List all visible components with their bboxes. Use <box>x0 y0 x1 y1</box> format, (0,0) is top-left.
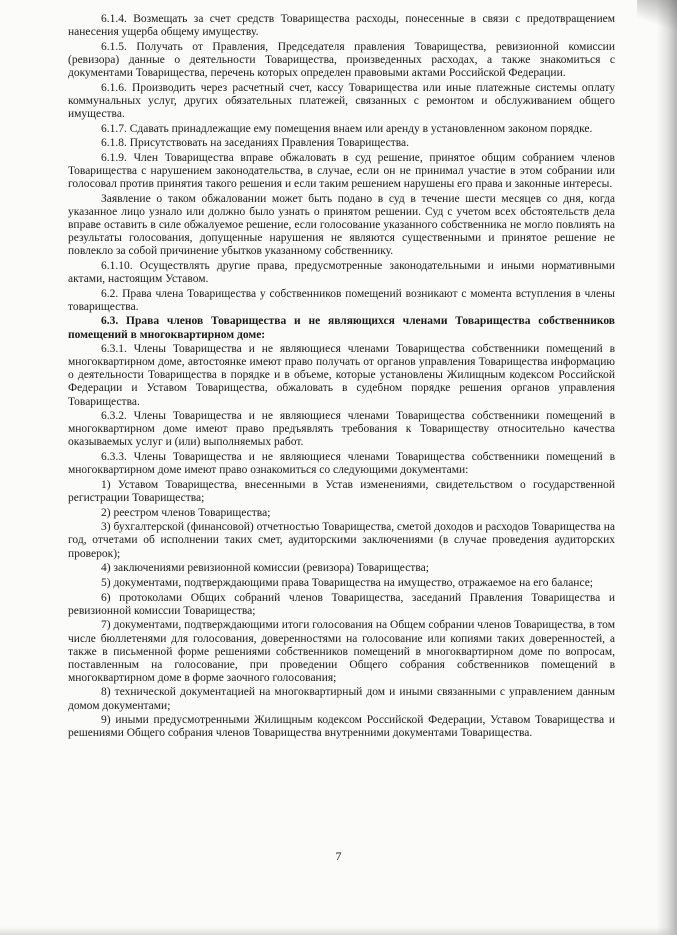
clause-6-1-10: 6.1.10. Осуществлять другие права, предусмотренные законодательными и иными нормативными актами, настоящим Уставом. <box>68 259 615 285</box>
clause-6-1-9: 6.1.9. Член Товарищества вправе обжаловать в суд решение, принятое общим собранием членов Товарищества с нарушением законодательства, в случае, если он не принимал участие в этом собрании или голосовал против принятия такого решения и если таким решением нарушены его права и законные интересы. <box>68 151 615 191</box>
page-number: 7 <box>335 849 342 863</box>
clause-6-1-8: 6.1.8. Присутствовать на заседаниях Правления Товарищества. <box>101 137 410 150</box>
clause-6-1-7: 6.1.7. Сдавать принадлежащие ему помещения внаем или аренду в установленном законом порядке. <box>101 122 593 135</box>
section-6-3-heading: 6.3. Права членов Товарищества и не являющихся членами Товарищества собственников помещений в многоквартирном доме: <box>68 315 615 341</box>
list-item-2: 2) реестром членов Товарищества; <box>101 506 271 519</box>
scan-shadow-bottom <box>0 927 677 935</box>
clause-6-1-6: 6.1.6. Производить через расчетный счет, кассу Товарищества или иные платежные системы оплату коммунальных услуг, других обязательных платежей, связанных с ремонтом и обслуживанием общего имущества. <box>68 81 615 120</box>
list-item-6: 6) протоколами Общих собраний членов Товарищества, заседаний Правления Товарищества и ревизионной комиссии Товарищества; <box>68 591 615 617</box>
document-body <box>68 13 615 742</box>
scan-shadow-corner <box>637 0 677 32</box>
list-item-3: 3) бухгалтерской (финансовой) отчетностью Товарищества, сметой доходов и расходов Товарищества на год, отчетами об исполнении таких смет, аудиторскими заключениями (в случае проведения аудиторских проверок); <box>68 521 615 560</box>
list-item-9: 9) иными предусмотренными Жилищным кодексом Российской Федерации, Уставом Товарищества и решениями Общего собрания членов Товарищества внутренними документами Товарищества. <box>68 714 615 740</box>
clause-6-2: 6.2. Права члена Товарищества у собственников помещений возникают с момента вступления в члены товарищества. <box>68 287 615 313</box>
clause-6-1-5: 6.1.5. Получать от Правления, Председателя правления Товарищества, ревизионной комиссии (ревизора) данные о деятельности Товарищества, произведенных расходах, а также знакомиться с документами Товарищества, перечень которых определен правовыми актами Российской Федерации. <box>68 40 615 79</box>
scan-shadow-right <box>657 0 677 935</box>
list-item-5: 5) документами, подтверждающими права Товарищества на имущество, отражаемое на его балансе; <box>101 576 593 589</box>
clause-6-1-9-appeal: Заявление о таком обжаловании может быть подано в суд в течение шести месяцев со дня, когда указанное лицо узнало или должно было узнать о принятом решении. Суд с учетом всех обстоятельств дела вправе оставить в силе обжалуемое решение, если голосование указанного собственника не могло повлиять на результаты голосования, допущенные нарушения не являются существенными и принятое решение не повлекло за собой причинение убытков указанному собственнику. <box>68 192 615 258</box>
list-item-8: 8) технической документацией на многоквартирный дом и иными связанными с управлением данным домом документами; <box>68 686 615 712</box>
clause-6-3-1: 6.3.1. Члены Товарищества и не являющиеся членами Товарищества собственники помещений в многоквартирном доме, автостоянке имеют право получать от органов управления Товарищества информацию о деятельности Товарищества в порядке и в объеме, которые установлены Жилищным кодексом Российской Федерации и Уставом Товарищества, обжаловать в судебном порядке решения органов управления Товарищества. <box>68 343 615 408</box>
clause-6-3-3: 6.3.3. Члены Товарищества и не являющиеся членами Товарищества собственники помещений в многоквартирном доме имеют право ознакомиться со следующими документами: <box>68 451 615 477</box>
list-item-1: 1) Уставом Товарищества, внесенными в Устав изменениями, свидетельством о государственной регистрации Товарищества; <box>68 478 615 504</box>
list-item-7: 7) документами, подтверждающими итоги голосования на Общем собрании членов Товарищества, в том числе бюллетенями для голосования, доверенностями на голосование или копиями таких доверенностей, а также в письменной форме решениями собственников помещений в многоквартирном доме по вопросам, поставленным на голосование, при проведении Общего собрания собственников помещений в многоквартирном доме в форме заочного голосования; <box>68 619 615 684</box>
list-item-4: 4) заключениями ревизионной комиссии (ревизора) Товарищества; <box>101 562 429 575</box>
clause-6-1-4: 6.1.4. Возмещать за счет средств Товарищества расходы, понесенные в связи с предотвращением нанесения ущерба общему имуществу. <box>68 13 615 39</box>
clause-6-3-2: 6.3.2. Члены Товарищества и не являющиеся членами Товарищества собственники помещений в многоквартирном доме имеют право предъявлять требования к Товариществу относительно качества оказываемых услуг и (или) выполняемых работ. <box>68 410 615 449</box>
